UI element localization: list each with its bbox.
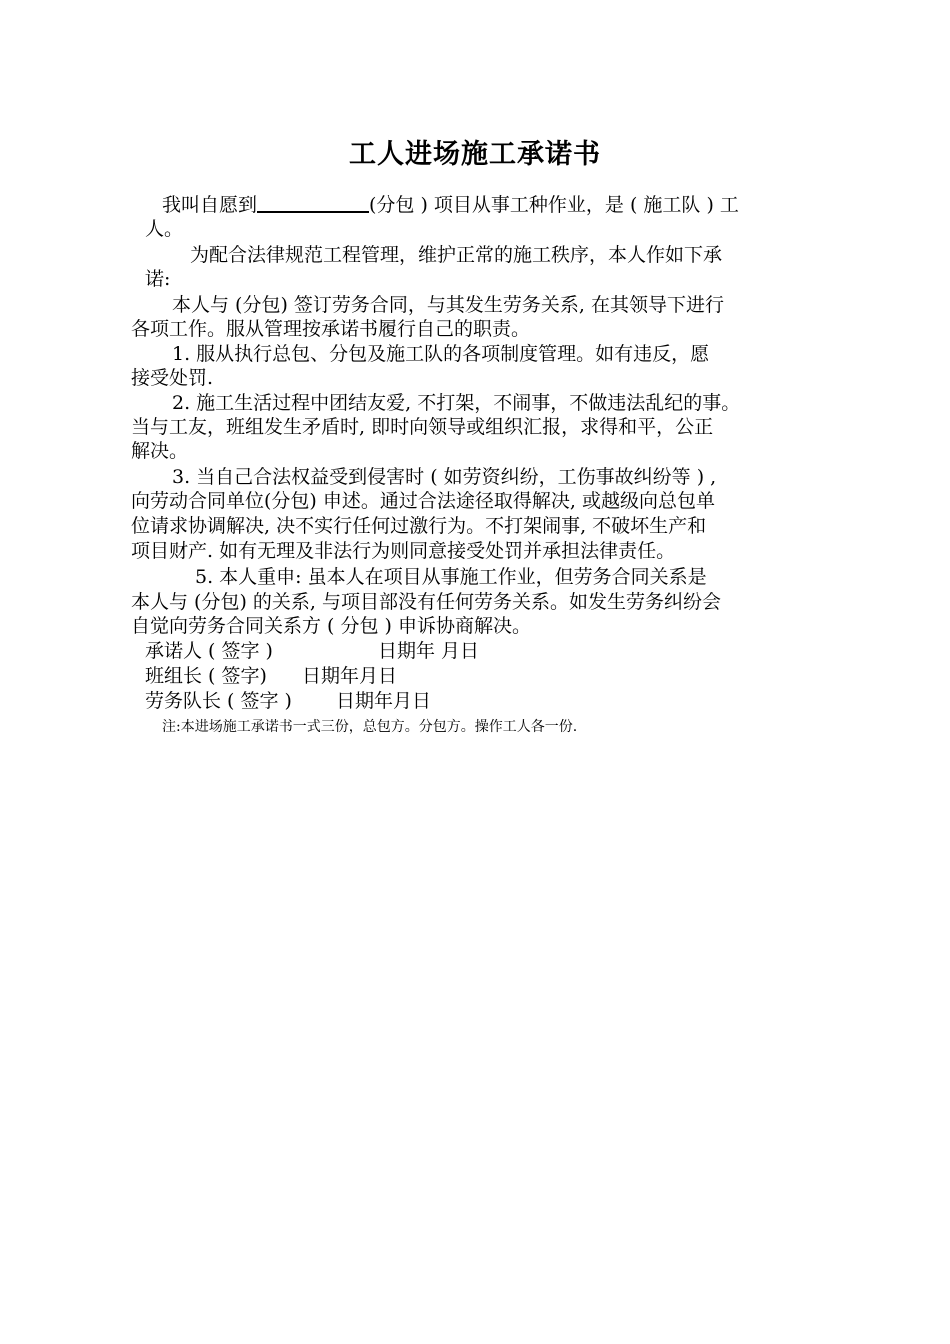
intro-line-1 bbox=[162, 193, 739, 217]
clause-0-line-1: 本人与 (分包) 签订劳务合同，与其发生劳务关系, 在其领导下进行 bbox=[172, 294, 724, 316]
document-title: 工人进场施工承诺书 bbox=[349, 139, 601, 170]
signature-labor-captain-label: 劳务队长 ( 签字 ) bbox=[145, 690, 292, 712]
clause-3-line-4: 项目财产. 如有无理及非法行为则同意接受处罚并承担法律责任。 bbox=[131, 540, 676, 562]
intro-text-before: 我叫自愿到 bbox=[162, 194, 258, 216]
clause-3-line-2: 向劳动合同单位(分包) 申述。通过合法途径取得解决, 或越级向总包单 bbox=[131, 490, 715, 512]
intro-text-after: (分包 ) 项目从事工种作业，是 ( 施工队 ) 工 bbox=[369, 194, 739, 216]
clause-1-line-1: 1. 服从执行总包、分包及施工队的各项制度管理。如有违反，愿 bbox=[172, 343, 710, 365]
clause-5-line-1: 5. 本人重申: 虽本人在项目从事施工作业，但劳务合同关系是 bbox=[195, 566, 707, 588]
signature-team-leader-label: 班组长 ( 签字) bbox=[145, 665, 267, 687]
clause-2-line-2: 当与工友，班组发生矛盾时, 即时向领导或组织汇报，求得和平，公正 bbox=[131, 416, 714, 438]
clause-5-line-3: 自觉向劳务合同关系方 ( 分包 ) 申诉协商解决。 bbox=[131, 615, 531, 637]
signature-promisor-date: 日期年 月日 bbox=[378, 640, 480, 662]
footnote: 注:本进场施工承诺书一式三份，总包方。分包方。操作工人各一份. bbox=[162, 719, 578, 735]
clause-3-line-3: 位请求协调解决, 决不实行任何过激行为。不打架闹事, 不破坏生产和 bbox=[131, 515, 707, 537]
clause-2-line-1: 2. 施工生活过程中团结友爱, 不打架，不闹事，不做违法乱纪的事。 bbox=[172, 392, 741, 414]
clause-5-line-2: 本人与 (分包) 的关系, 与项目部没有任何劳务关系。如发生劳务纠纷会 bbox=[131, 591, 721, 613]
intro-line-2-cont: 诺: bbox=[145, 268, 171, 290]
intro-line-2: 为配合法律规范工程管理，维护正常的施工秩序，本人作如下承 bbox=[190, 244, 723, 266]
signature-labor-captain-date: 日期年月日 bbox=[336, 690, 432, 712]
name-blank-field bbox=[257, 193, 369, 213]
clause-0-line-2: 各项工作。服从管理按承诺书履行自己的职责。 bbox=[131, 318, 531, 340]
clause-2-line-3: 解决。 bbox=[131, 440, 189, 462]
clause-3-line-1: 3. 当自己合法权益受到侵害时 ( 如劳资纠纷，工伤事故纠纷等 ) , bbox=[172, 466, 717, 488]
clause-1-line-2: 接受处罚. bbox=[131, 367, 214, 389]
intro-line-1-cont: 人。 bbox=[145, 218, 184, 240]
signature-promisor-label: 承诺人 ( 签字 ) bbox=[145, 640, 273, 662]
signature-team-leader-date: 日期年月日 bbox=[302, 665, 398, 687]
